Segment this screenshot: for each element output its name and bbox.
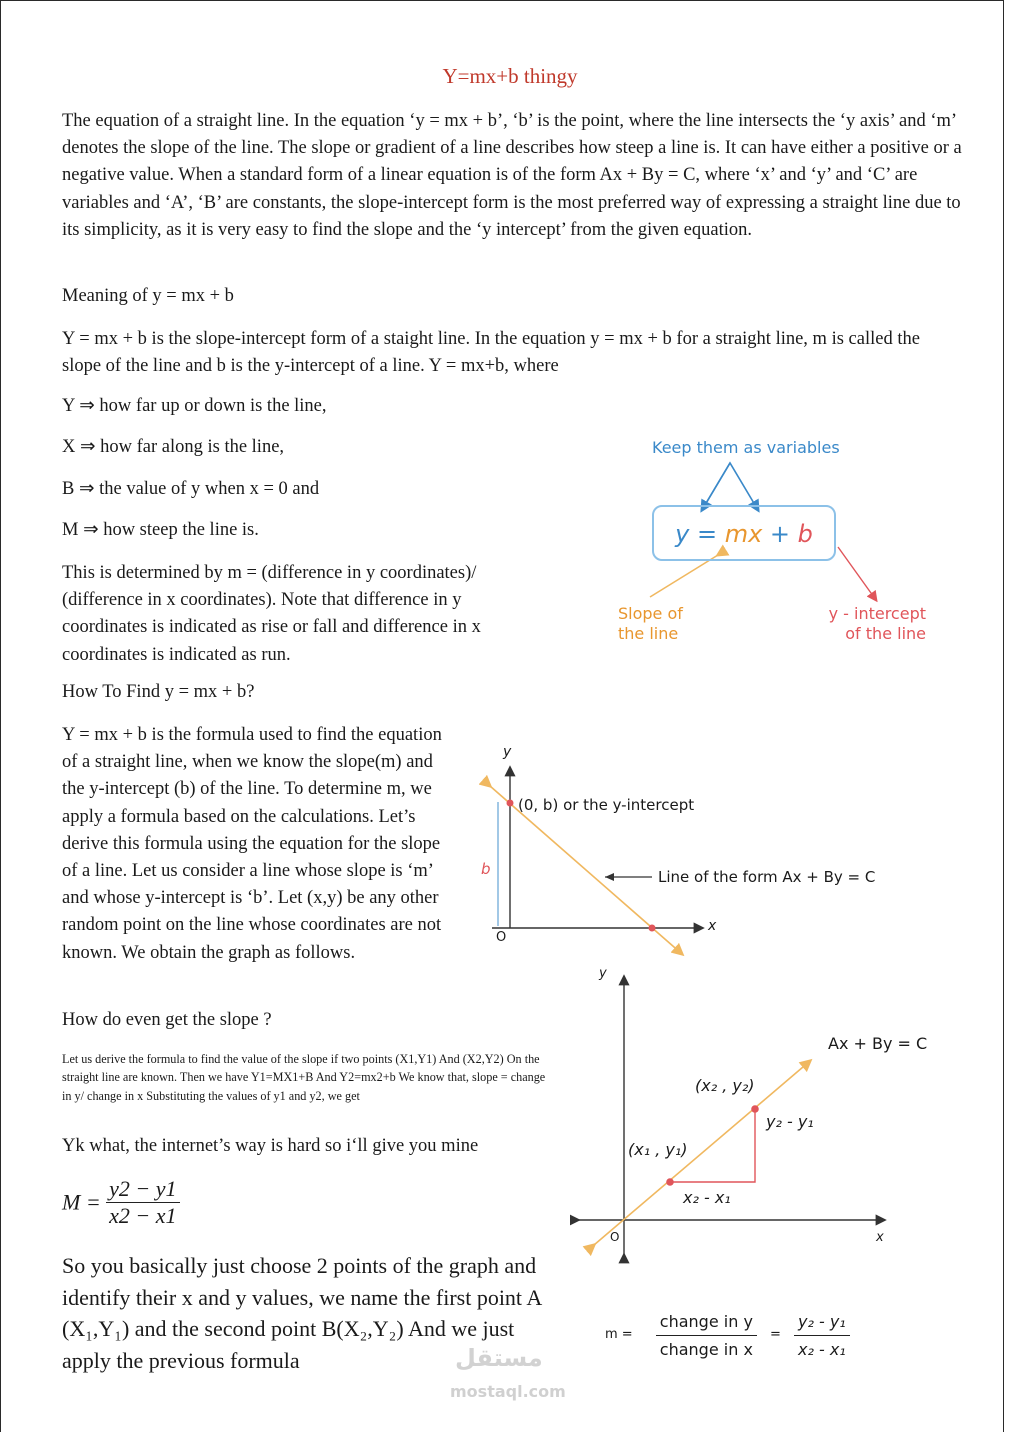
fig2-line-label: Line of the form Ax + By = C	[658, 868, 876, 886]
slope-heading: How do even get the slope ?	[62, 1010, 272, 1030]
fig3-graph	[570, 965, 900, 1265]
fig2-y-label: y	[503, 744, 512, 760]
fig2-graph	[470, 740, 890, 965]
fig4-den-symbols: x₂ - x₁	[798, 1340, 846, 1359]
fig1-arrow-right	[702, 463, 758, 510]
small-derivation-paragraph: Let us derive the formula to find the value of the slope if two points (X1,Y1) And (X2,Y2) On the straight line are known. Then we have Y1=MX1+B And Y2=mx2+b We know that, slope = change in y/ change in x Substituting the values of y1 and y2, we get	[62, 1052, 546, 1103]
def-b: B ⇒ the value of y when x = 0 and	[62, 479, 320, 499]
fig2-intercept-label: (0, b) or the y-intercept	[518, 796, 695, 814]
fig1-arrow-left	[702, 463, 730, 510]
meaning-paragraph: Y = mx + b is the slope-intercept form of a staight line. In the equation y = mx + b for a straight line, m is called the slope of the line and b is the y-intercept of a line. Y = mx+b, where	[62, 329, 920, 377]
fig3-point-2	[751, 1105, 759, 1113]
fig4-fraction-words	[656, 1310, 757, 1359]
fig4-den-words: change in x	[659, 1340, 753, 1359]
how-heading: How To Find y = mx + b?	[62, 682, 255, 702]
determined-paragraph: This is determined by m = (difference in y coordinates)/ (difference in x coordinates). Note that difference in y coordinates is indicated as rise or fall and difference in x coordinates is indicated as run.	[62, 563, 481, 665]
fig1-intercept-label-line2: of the line	[845, 624, 926, 643]
formula-numerator: y2 − y1	[106, 1176, 179, 1203]
formula-lhs: M =	[62, 1189, 101, 1215]
yk-line: Yk what, the internet’s way is hard so i‘ll give you mine	[62, 1136, 479, 1156]
fig4-fraction-symbols	[794, 1310, 850, 1359]
fig3-run-label: x₂ - x₁	[683, 1188, 731, 1207]
watermark-text: mostaql.com	[450, 1382, 566, 1401]
page-title: Y=mx+b thingy	[442, 64, 578, 88]
fig1-eq-y: y	[675, 520, 690, 548]
formula-denominator: x2 − x1	[109, 1203, 177, 1228]
slope-formula	[62, 1176, 180, 1229]
fig1-slope-label	[618, 604, 683, 644]
intro-paragraph: The equation of a straight line. In the equation ‘y = mx + b’, ‘b’ is the point, where the line intersects the ‘y axis’ and ‘m’ denotes the slope of the line. The slope or gradient of a line describes how steep a line is. It can have either a positive or a negative value. When a standard form of a linear equation is of the form Ax + By = C, where ‘x’ and ‘y’ and ‘C’ are variables and ‘A’, ‘B’ are constants, the slope-intercept form is the most preferred way of expressing a straight line due to its simplicity, as it is very easy to find the slope and the ‘y intercept’ from the given equation.	[62, 111, 962, 240]
fig3-x-label: x	[876, 1230, 884, 1245]
fig3-point-1	[666, 1178, 674, 1186]
fig1-eq-plus: +	[762, 520, 798, 548]
watermark-logo: مستقل	[455, 1344, 543, 1372]
fig3-p2-label: (x₂ , y₂)	[695, 1076, 755, 1095]
fig2-origin-label: O	[496, 930, 507, 945]
fig1-slope-label-line2: the line	[618, 624, 679, 643]
fig4-num-words: change in y	[656, 1310, 757, 1336]
fig4-slope-formula	[605, 1310, 850, 1359]
fig1-arrow-slope	[650, 555, 718, 597]
fig1-eq-b: b	[797, 520, 813, 548]
fig1-eq-mx: mx	[724, 520, 763, 548]
fig1-slope-label-line1: Slope of	[618, 604, 683, 623]
fig4-m-label: m =	[605, 1327, 633, 1342]
fig3-p1-label: (x₁ , y₁)	[628, 1140, 688, 1159]
def-m: M ⇒ how steep the line is.	[62, 520, 259, 540]
fig2-b-label: b	[481, 860, 491, 878]
fig2-label-pointer-head	[605, 873, 614, 881]
how-paragraph: Y = mx + b is the formula used to find the equation of a straight line, when we know the slope(m) and the y-intercept (b) of the line. To determine m, we apply a formula based on the calculations. Let’s derive this formula using the equation for the slope of a line. Let us consider a line whose slope is ‘m’ and whose y-intercept is ‘b’. Let (x,y) be any other random point on the line whose coordinates are not known. We obtain the graph as follows.	[62, 725, 442, 963]
fig1-equation-box	[652, 505, 836, 561]
fig3-rise-label: y₂ - y₁	[766, 1112, 814, 1131]
fig1-top-label: Keep them as variables	[652, 438, 840, 457]
fig2-intercept-point	[507, 800, 514, 807]
formula-fraction	[106, 1176, 179, 1229]
def-y: Y ⇒ how far up or down is the line,	[62, 396, 327, 416]
meaning-heading: Meaning of y = mx + b	[62, 286, 234, 306]
fig1-arrow-intercept	[838, 547, 876, 600]
fig3-origin-label: O	[610, 1230, 620, 1244]
fig1-eq-equals: =	[689, 520, 725, 548]
fig4-equals: =	[770, 1327, 781, 1342]
fig4-num-symbols: y₂ - y₁	[794, 1310, 850, 1336]
closing-paragraph: So you basically just choose 2 points of the graph and identify their x and y values, we name the first point A (X₁,Y₁) and the second point B(X₂,Y₂) And we just apply the previous formula	[62, 1253, 542, 1373]
fig1-intercept-label-line1: y - intercept	[828, 604, 926, 623]
def-x: X ⇒ how far along is the line,	[62, 437, 285, 457]
fig2-x-label: x	[708, 918, 717, 934]
fig1-intercept-label	[826, 604, 926, 644]
fig3-y-label: y	[599, 966, 607, 981]
fig2-x-intercept-point	[649, 925, 656, 932]
fig3-line-label: Ax + By = C	[828, 1034, 928, 1053]
